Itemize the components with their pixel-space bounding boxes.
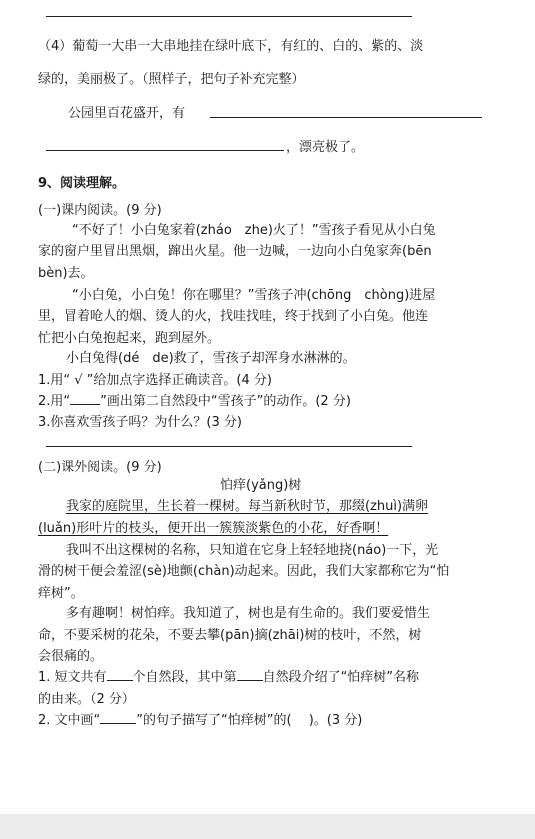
q9-part2-question2-suffix: ”的句子描写了“怕痒树”的( )。(3 分): [136, 713, 363, 728]
q9-title: 9、阅读理解。: [38, 176, 126, 191]
q9-part2-heading: (二)课外阅读。(9 分): [38, 460, 162, 475]
q9-part1-para1-line3: bèn)去。: [38, 266, 94, 281]
q9-part2-question1-blank-count[interactable]: [107, 679, 133, 681]
q9-part1-question2: [38, 390, 351, 409]
q9-part2-question1-part-c: 自然段介绍了“怕痒树”名称: [262, 670, 420, 685]
q9-part1-para3-line1: 小白兔得(dé de)救了，雪孩子却浑身水淋淋的。: [66, 351, 356, 366]
q9-part1-answer-line[interactable]: [46, 446, 412, 447]
q9-part2-para2-line1: 我叫不出这棵树的名称，只知道在它身上轻轻地挠(náo)一下，光: [66, 543, 439, 558]
q9-part2-question1-line2: 的由来。（2 分）: [38, 692, 135, 707]
q9-part1-para1-line1: “不好了！小白兔家着(zháo zhe)火了！”雪孩子看见从小白兔: [72, 223, 436, 238]
q9-part2-question1-part-a: 1. 短文共有: [38, 670, 107, 685]
q9-part2-question1-part-b: 个自然段，其中第: [132, 670, 237, 685]
q8-item4-line2: 绿的，美丽极了。（照样子，把句子补充完整）: [38, 72, 305, 87]
q8-fill-prompt: 公园里百花盛开，有: [68, 106, 186, 121]
q9-part1-question2-underline-sample: [70, 403, 100, 405]
q9-part2-question2: [38, 709, 362, 728]
q8-item4-line1: （4）葡萄一大串一大串地挂在绿叶底下，有红的、白的、紫的、淡: [38, 39, 424, 54]
q8-fill-suffix: ，漂亮极了。: [286, 140, 365, 155]
q9-part2-para3-line2: 命，不要采树的花朵，不要去攀(pān)摘(zhāi)树的枝叶，不然，树: [38, 628, 422, 643]
q9-part2-question1: [38, 666, 419, 685]
q9-part2-question2-underline-sample: [100, 722, 136, 724]
q9-part2-para3-line1: 多有趣啊！树怕痒。我知道了，树也是有生命的。我们要爱惜生: [66, 606, 431, 621]
q9-part1-para2-line2: 里，冒着呛人的烟、烫人的火，找哇找哇，终于找到了小白兔。他连: [38, 309, 429, 324]
page-bottom-bar: [0, 814, 535, 839]
q9-part2-para1-line2: (luǎn)形叶片的枝头，便开出一簇簇淡紫色的小花，好香啊！: [38, 521, 389, 536]
q9-part1-question1: 1.用“ √ ”给加点字选择正确读音。(4 分): [38, 373, 272, 388]
q9-part2-para1-line1: 我家的庭院里，生长着一棵树。每当新秋时节，那缀(zhuì)满卵: [66, 499, 429, 514]
q9-part2-title: 怕痒(yǎng)树: [220, 478, 302, 493]
answer-line-top[interactable]: [46, 16, 412, 17]
q9-part1-heading: (一)课内阅读。(9 分): [38, 203, 162, 218]
q9-part1-para1-line2: 家的窗户里冒出黑烟，蹿出火星。他一边喊，一边向小白兔家奔(bēn: [38, 244, 432, 259]
q9-part2-para2-line3: 痒树”。: [38, 586, 84, 601]
q8-fill-blank-2[interactable]: [46, 150, 284, 151]
q9-part1-para2-line1: “小白兔，小白兔！你在哪里？”雪孩子冲(chōng chòng)进屋: [72, 288, 436, 303]
q9-part1-para2-line3: 忙把小白兔抱起来，跑到屋外。: [38, 331, 221, 346]
q9-part2-question2-prefix: 2. 文中画“: [38, 713, 101, 728]
q9-part2-para2-line2: 滑的树干便会羞涩(sè)地颤(chàn)动起来。因此，我们大家都称它为“怕: [38, 564, 450, 579]
q9-part1-question2-prefix: 2.用“: [38, 394, 71, 409]
q9-part2-question1-blank-para[interactable]: [237, 679, 263, 681]
q9-part1-question3: 3.你喜欢雪孩子吗？为什么？(3 分): [38, 415, 242, 430]
q8-fill-blank-1[interactable]: [210, 117, 482, 118]
q9-part1-question2-suffix: ”画出第二自然段中“雪孩子”的动作。(2 分): [100, 394, 351, 409]
q9-part2-para3-line3: 会很痛的。: [38, 649, 104, 664]
